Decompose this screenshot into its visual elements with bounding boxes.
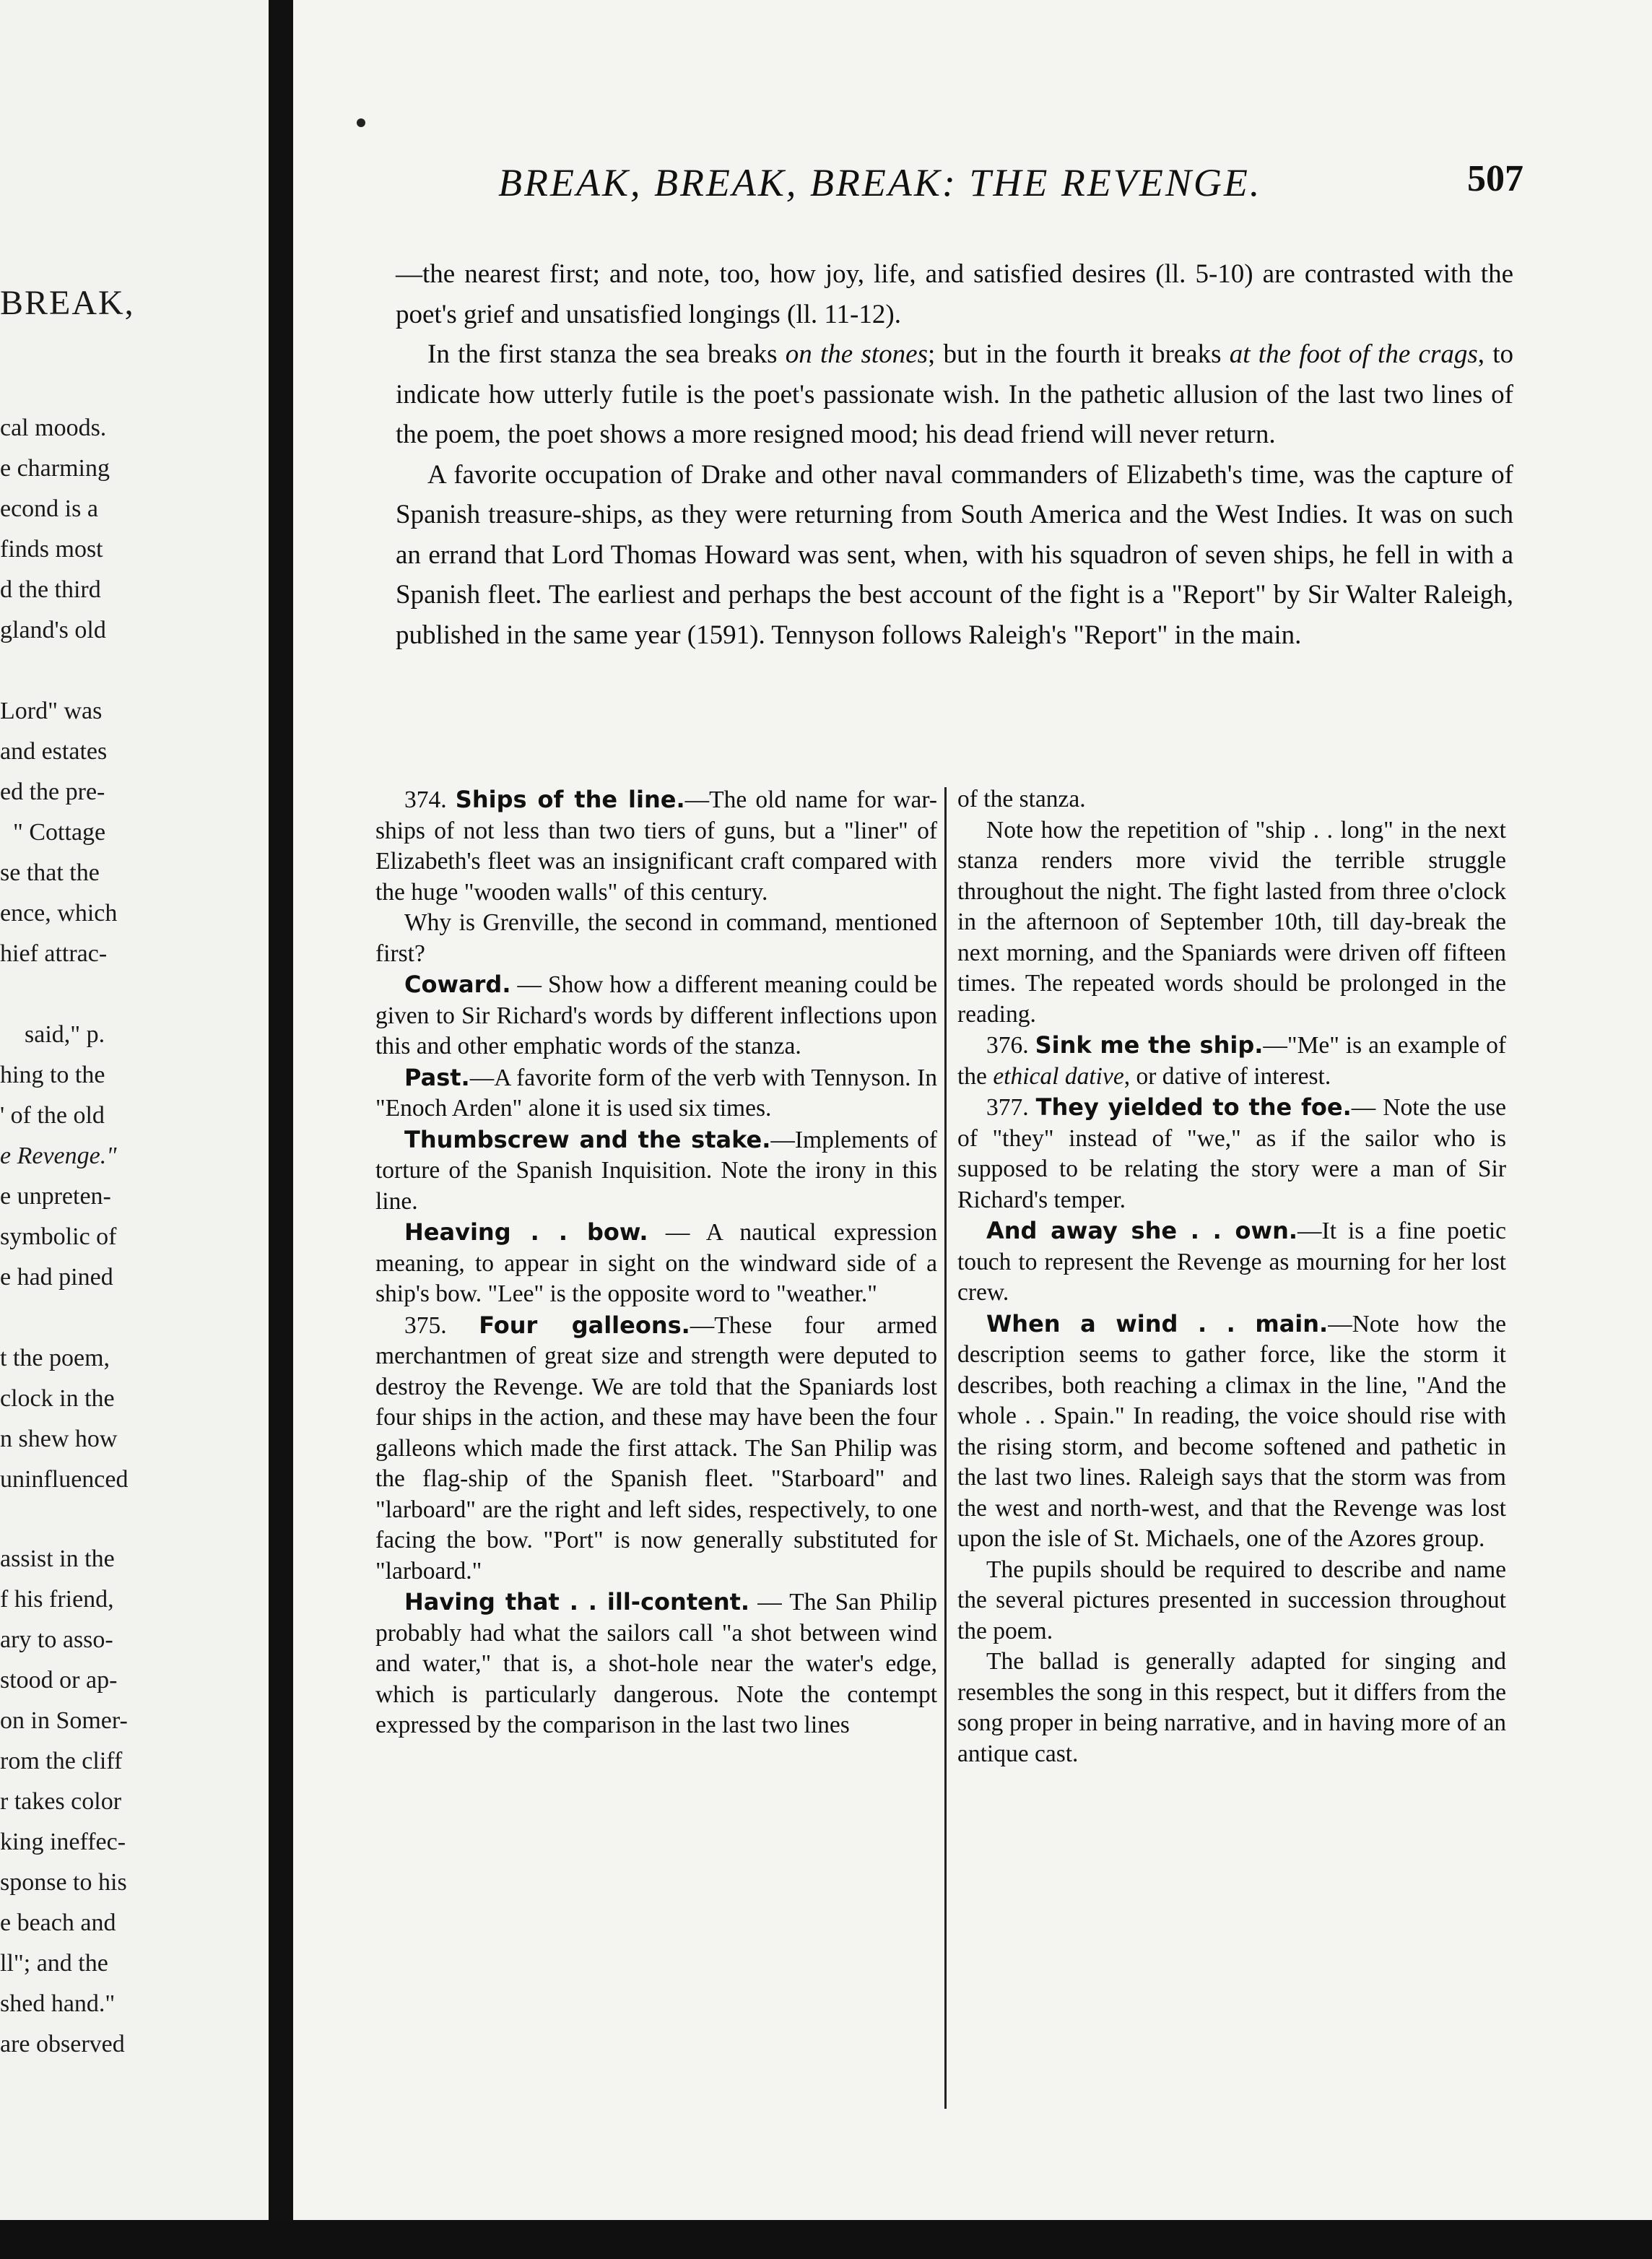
text-run: ; but in the fourth it breaks xyxy=(927,339,1230,369)
note-text: —Implements of torture of the Spanish Inquisition. Note the irony in this line. xyxy=(375,1126,937,1215)
note-term: Having that . . ill-content. xyxy=(404,1588,750,1616)
left-page-line: assist in the xyxy=(0,1545,115,1572)
left-page-line: gland's old xyxy=(0,617,106,643)
note-term: Sink me the ship. xyxy=(1035,1031,1264,1059)
left-page-line: stood or ap- xyxy=(0,1667,118,1694)
note-term: And away she . . own. xyxy=(986,1217,1298,1244)
note-term: Heaving . . bow. xyxy=(404,1218,648,1246)
column-divider xyxy=(944,787,947,2109)
left-page-line: sponse to his xyxy=(0,1869,127,1896)
note-ballad: The ballad is generally adapted for singing and resembles the song in this respect, but it differs from the song proper in being narrative, and in having more of an antique cast. xyxy=(957,1648,1506,1767)
page-number: 507 xyxy=(1467,158,1523,199)
page-bottom-shadow xyxy=(0,2220,1652,2259)
left-page-line: rom the cliff xyxy=(0,1748,123,1774)
left-page-line: shed hand." xyxy=(0,1990,116,2017)
note-number: 376. xyxy=(986,1032,1035,1059)
left-page-line: e Revenge." xyxy=(0,1142,117,1169)
note-heaving xyxy=(375,1217,937,1310)
printer-mark-dot xyxy=(357,118,365,127)
note-term: When a wind . . main. xyxy=(986,1309,1329,1337)
note-number: 374. xyxy=(404,786,456,813)
text-run: , to indicate how utterly futile is the poet's passionate wish. In the pathetic allusion of the last two lines of the poem, the poet shows a more resigned mood; his dead friend will never return. xyxy=(396,339,1514,449)
note-text: —A favorite form of the verb with Tennyson. In "Enoch Arden" alone it is used six times. xyxy=(375,1064,937,1122)
left-page-line: finds most xyxy=(0,536,103,563)
left-page-line: e unpreten- xyxy=(0,1183,111,1210)
note-text: —Note how the description seems to gather force, like the storm it describes, both reaching a climax in the line, "And the whole . . Spain." In reading, the voice should rise with the rising storm, and become softened and pathetic in the last two lines. Raleigh says that the storm was from the west and north-west, and that the Revenge was lost upon the isle of St. Michaels, one of the Azores group. xyxy=(957,1310,1506,1552)
note-continuation: of the stanza. xyxy=(957,786,1086,812)
note-past xyxy=(375,1062,937,1124)
page-title: BREAK, BREAK, BREAK: THE REVENGE. xyxy=(498,161,1262,204)
intro-paragraph: A favorite occupation of Drake and other naval commanders of Elizabeth's time, was the capture of Spanish treasure-ships, as they were returning from South America and the West Indies. It was on such an errand that Lord Thomas Howard was sent, when, with his squadron of seven ships, he fell in with a Spanish fleet. The earliest and perhaps the best account of the fight is a "Report" by Sir Walter Raleigh, published in the same year (1591). Tennyson follows Raleigh's "Report" in the main. xyxy=(396,459,1513,650)
note-question: Why is Grenville, the second in command, mentioned first? xyxy=(375,909,937,967)
left-page-line: " Cottage xyxy=(13,819,106,846)
notes-column-left xyxy=(375,784,937,1741)
left-page-line: d the third xyxy=(0,576,101,603)
left-page-line: ary to asso- xyxy=(0,1626,113,1653)
note-text: —It is a fine poetic touch to represent the Revenge as mourning for her lost crew. xyxy=(957,1218,1506,1306)
italic-phrase: at the foot of the crags xyxy=(1229,339,1478,369)
note-text: —"Me" is an example of the xyxy=(957,1032,1506,1090)
note-term: They yielded to the foe. xyxy=(1035,1093,1352,1121)
intro-text xyxy=(396,254,1513,655)
note-repetition: Note how the repetition of "ship . . long" in the next stanza renders more vivid the terrible struggle throughout the night. The fight lasted from three o'clock in the afternoon of September 10th, till day-break the next morning, and the Spaniards were driven off fifteen times. The repeated words should be prolonged in the reading. xyxy=(957,816,1506,1028)
note-number: 377. xyxy=(986,1094,1036,1121)
left-page-heading: BREAK, xyxy=(0,284,135,322)
note-376 xyxy=(957,1030,1506,1092)
note-375 xyxy=(375,1310,937,1587)
left-page-line: n shew how xyxy=(0,1426,118,1452)
left-page-line: Lord" was xyxy=(0,698,103,724)
note-377 xyxy=(957,1092,1506,1215)
note-term: Ships of the line. xyxy=(455,786,685,813)
left-page-line: e had pined xyxy=(0,1264,113,1291)
left-page-line: e beach and xyxy=(0,1909,116,1936)
note-thumbscrew xyxy=(375,1124,937,1218)
left-page-line: hing to the xyxy=(0,1062,105,1088)
text-run: In the first stanza the sea breaks xyxy=(427,339,786,369)
left-page-line: king ineffec- xyxy=(0,1829,126,1855)
intro-paragraph: —the nearest first; and note, too, how joy, life, and satisfied desires (ll. 5-10) are contrasted with the poet's grief and unsatisfied longings (ll. 11-12). xyxy=(396,259,1513,329)
italic-phrase: on the stones xyxy=(785,339,928,369)
left-page-line: hief attrac- xyxy=(0,940,108,967)
left-page-line: t the poem, xyxy=(0,1345,110,1371)
note-term: Coward. xyxy=(404,971,511,998)
note-text: —The old name for war-ships of not less than two tiers of guns, but a "liner" of Elizabeth's fleet was an insignificant craft compared with the huge "wooden walls" of this century. xyxy=(375,786,938,906)
intro-paragraph xyxy=(396,334,1513,455)
note-number: 375. xyxy=(404,1311,479,1339)
left-page-line: ll"; and the xyxy=(0,1950,108,1977)
note-text: — Note the use of "they" instead of "we," as if the sailor who is supposed to be relating the story were a man of Sir Richard's temper. xyxy=(957,1094,1507,1213)
italic-phrase: ethical dative xyxy=(993,1062,1124,1090)
note-text: — Show how a different meaning could be given to Sir Richard's words by different inflections upon this and other emphatic words of the stanza. xyxy=(375,971,937,1059)
left-page-line: se that the xyxy=(0,859,100,886)
book-gutter xyxy=(269,0,293,2259)
notes-column-right xyxy=(957,784,1506,1769)
left-page-line: ed the pre- xyxy=(0,779,105,805)
left-page-line: f his friend, xyxy=(0,1586,114,1613)
note-term: Thumbscrew and the stake. xyxy=(404,1125,771,1153)
left-page-fragment xyxy=(0,0,269,2259)
left-page-line: econd is a xyxy=(0,495,98,522)
note-text: , or dative of interest. xyxy=(1123,1062,1331,1090)
left-page-line: on in Somer- xyxy=(0,1707,128,1734)
note-term: Past. xyxy=(404,1063,470,1091)
note-when-a-wind xyxy=(957,1309,1506,1555)
left-page-line: r takes color xyxy=(0,1788,122,1815)
note-text: — A nautical expression meaning, to appear in sight on the windward side of a ship's bow. "Lee" is the opposite word to "weather." xyxy=(375,1219,937,1307)
note-term: Four galleons. xyxy=(479,1311,690,1339)
left-page-line: e charming xyxy=(0,455,110,482)
note-coward xyxy=(375,969,937,1062)
note-pupils: The pupils should be required to describe and name the several pictures presented in succession throughout the poem. xyxy=(957,1556,1506,1644)
left-page-line: are observed xyxy=(0,2031,125,2058)
note-text: —These four armed merchantmen of great size and strength were deputed to destroy the Revenge. We are told that the Spaniards lost four ships in the action, and these may have been the four galleons which made the first attack. The San Philip was the flag-ship of the Spanish fleet. "Starboard" and "larboard" are the right and left sides, respectively, to one facing the bow. "Port" is now generally substituted for "larboard." xyxy=(375,1311,937,1584)
left-page-line: cal moods. xyxy=(0,415,107,441)
left-page-line: clock in the xyxy=(0,1385,115,1412)
left-page-line: ' of the old xyxy=(0,1102,105,1129)
note-374 xyxy=(375,784,937,908)
note-away-she xyxy=(957,1215,1506,1309)
note-text: — The San Philip probably had what the sailors call "a shot between wind and water," that is, a shot-hole near the water's edge, which is particularly dangerous. Note the contempt expressed by the comparison in the last two lines xyxy=(375,1589,938,1738)
left-page-line: ence, which xyxy=(0,900,118,927)
left-page-line: said," p. xyxy=(25,1021,105,1048)
note-having xyxy=(375,1587,937,1741)
left-page-line: symbolic of xyxy=(0,1223,117,1250)
left-page-line: and estates xyxy=(0,738,108,765)
left-page-line: uninfluenced xyxy=(0,1466,129,1493)
